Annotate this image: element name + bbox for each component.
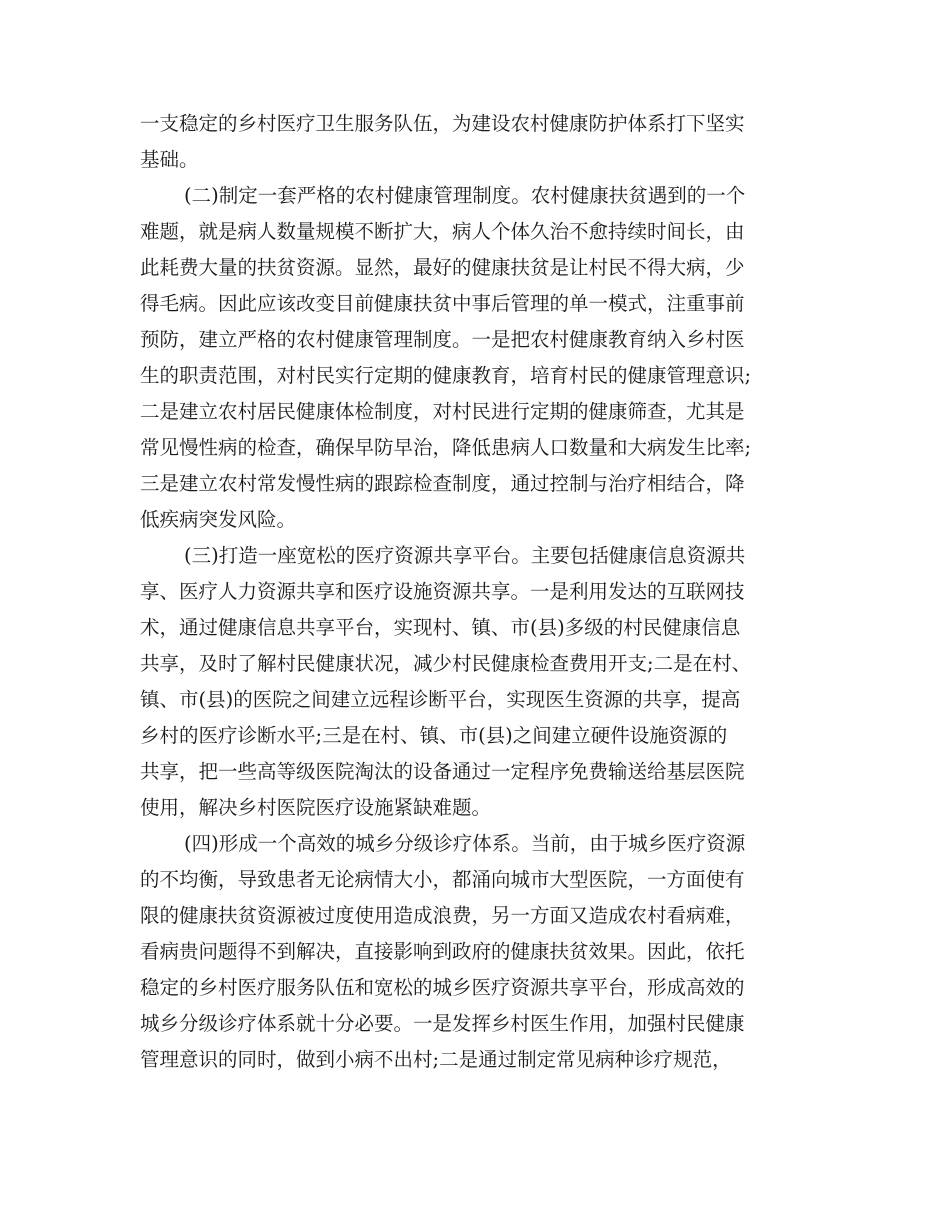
paragraph-first-line: (二)制定一套严格的农村健康管理制度。农村健康扶贫遇到的一个 — [184, 184, 746, 207]
text-line: 此耗费大量的扶贫资源。显然，最好的健康扶贫是让村民不得大病，少 — [140, 256, 745, 279]
text-line: 得毛病。因此应该改变目前健康扶贫中事后管理的单一模式，注重事前 — [140, 292, 745, 315]
text-line: 二是建立农村居民健康体检制度，对村民进行定期的健康筛查，尤其是 — [140, 400, 745, 423]
text-line: 低疾病突发风险。 — [140, 508, 297, 531]
text-line: 生的职责范围，对村民实行定期的健康教育，培育村民的健康管理意识; — [140, 364, 752, 387]
text-line: 难题，就是病人数量规模不断扩大，病人个体久治不愈持续时间长，由 — [140, 220, 745, 243]
text-line: 城乡分级诊疗体系就十分必要。一是发挥乡村医生作用，加强村民健康 — [140, 1012, 745, 1035]
text-line: 稳定的乡村医疗服务队伍和宽松的城乡医疗资源共享平台，形成高效的 — [140, 976, 745, 999]
text-line: 基础。 — [140, 148, 199, 171]
text-line: 管理意识的同时，做到小病不出村;二是通过制定常见病种诊疗规范， — [140, 1048, 732, 1071]
text-line: 一支稳定的乡村医疗卫生服务队伍，为建设农村健康防护体系打下坚实 — [140, 112, 745, 135]
text-line: 共享，及时了解村民健康状况，减少村民健康检查费用开支;二是在村、 — [140, 652, 752, 675]
text-line: 乡村的医疗诊断水平;三是在村、镇、市(县)之间建立硬件设施资源的 — [140, 724, 728, 747]
paragraph-first-line: (三)打造一座宽松的医疗资源共享平台。主要包括健康信息资源共 — [184, 544, 746, 567]
text-line: 的不均衡，导致患者无论病情大小，都涌向城市大型医院，一方面使有 — [140, 868, 745, 891]
text-line: 术，通过健康信息共享平台，实现村、镇、市(县)多级的村民健康信息 — [140, 616, 741, 639]
paragraph-first-line: (四)形成一个高效的城乡分级诊疗体系。当前，由于城乡医疗资源 — [184, 832, 746, 855]
text-line: 限的健康扶贫资源被过度使用造成浪费，另一方面又造成农村看病难， — [140, 904, 745, 927]
text-line: 三是建立农村常发慢性病的跟踪检查制度，通过控制与治疗相结合，降 — [140, 472, 745, 495]
text-line: 使用，解决乡村医院医疗设施紧缺难题。 — [140, 796, 492, 819]
text-line: 镇、市(县)的医院之间建立远程诊断平台，实现医生资源的共享，提高 — [140, 688, 741, 711]
body-text — [140, 106, 812, 1078]
text-line: 预防，建立严格的农村健康管理制度。一是把农村健康教育纳入乡村医 — [140, 328, 745, 351]
text-line: 常见慢性病的检查，确保早防早治，降低患病人口数量和大病发生比率; — [140, 436, 752, 459]
text-line: 共享，把一些高等级医院淘汰的设备通过一定程序免费输送给基层医院 — [140, 760, 745, 783]
text-line: 看病贵问题得不到解决，直接影响到政府的健康扶贫效果。因此，依托 — [140, 940, 745, 963]
text-line: 享、医疗人力资源共享和医疗设施资源共享。一是利用发达的互联网技 — [140, 580, 745, 603]
